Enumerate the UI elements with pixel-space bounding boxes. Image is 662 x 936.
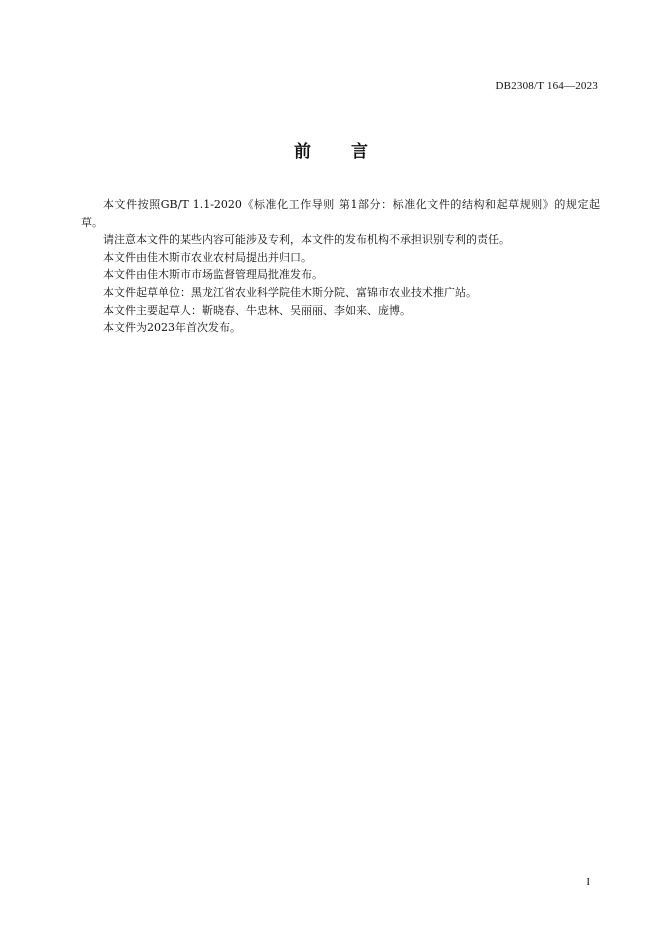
paragraph-drafting-basis: 本文件按照GB/T 1.1-2020《标准化工作导则 第1部分：标准化文件的结构和起草规则》的规定起草。 [81, 198, 600, 229]
paragraph-first-release: 本文件为2023年首次发布。 [103, 321, 241, 335]
preface-body [81, 196, 600, 337]
paragraph-patent-notice: 请注意本文件的某些内容可能涉及专利，本文件的发布机构不承担识别专利的责任。 [103, 233, 510, 247]
paragraph-approved-by: 本文件由佳木斯市市场监督管理局批准发布。 [103, 268, 323, 282]
title-char-1: 前 [294, 142, 311, 162]
page-number: I [586, 876, 590, 888]
paragraph-drafting-units: 本文件起草单位：黑龙江省农业科学院佳木斯分院、富锦市农业技术推广站。 [103, 285, 477, 299]
paragraph-proposed-by: 本文件由佳木斯市农业农村局提出并归口。 [103, 250, 312, 264]
title-char-2: 言 [351, 142, 368, 162]
document-code: DB2308/T 164—2023 [495, 80, 598, 92]
page-title [0, 137, 662, 162]
paragraph-drafters: 本文件主要起草人：靳晓春、牛忠林、吴丽丽、李如来、庞博。 [103, 303, 411, 317]
